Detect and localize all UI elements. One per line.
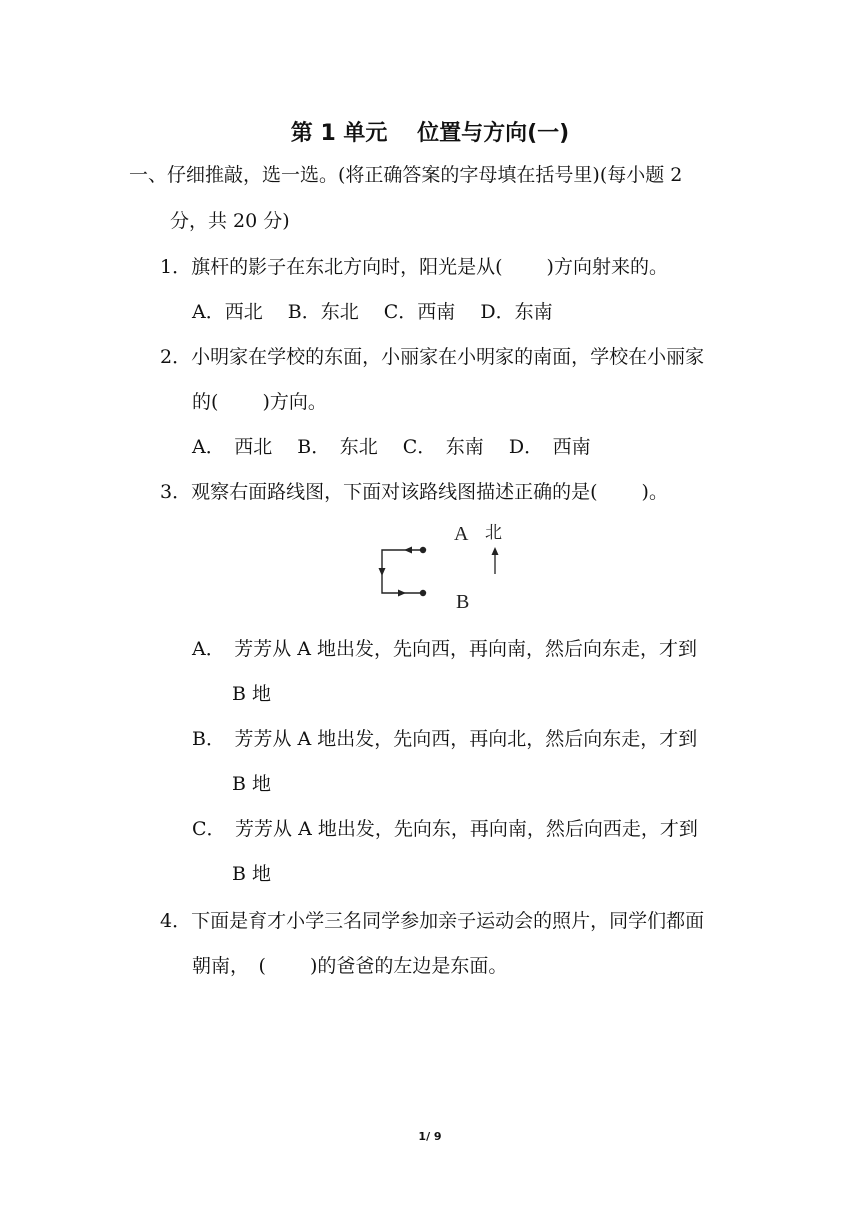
question-1-stem: 1．旗杆的影子在东北方向时，阳光是从( )方向射来的。 — [160, 256, 668, 278]
question-2-stem: 2．小明家在学校的东面，小丽家在小明家的南面，学校在小丽家 — [160, 346, 705, 368]
question-4-stem: 4．下面是育才小学三名同学参加亲子运动会的照片，同学们都面 — [160, 910, 705, 932]
question-1-options: A．西北 B．东北 C．西南 D．东南 — [192, 301, 553, 323]
question-3-stem: 3．观察右面路线图，下面对该路线图描述正确的是( )。 — [160, 481, 668, 503]
section-heading: 一、仔细推敲，选一选。(将正确答案的字母填在括号里)(每小题 2 — [129, 164, 683, 186]
east-arrowhead — [398, 590, 406, 597]
north-arrowhead — [492, 547, 499, 555]
route-path — [382, 550, 423, 593]
label-b: B — [456, 591, 470, 613]
question-2-stem-cont: 的( )方向。 — [192, 391, 327, 413]
option-b-cont: B 地 — [232, 773, 272, 795]
route-diagram — [370, 518, 520, 618]
point-b-dot — [420, 590, 426, 596]
section-heading-cont: 分，共 20 分) — [170, 210, 290, 232]
north-label: 北 — [485, 523, 502, 543]
question-2-options: A． 西北 B． 东北 C． 东南 D． 西南 — [192, 436, 591, 458]
page-number: 1/ 9 — [418, 1130, 442, 1143]
option-b: B． 芳芳从 A 地出发，先向西，再向北，然后向东走，才到 — [192, 728, 698, 750]
page-title: 第 1 单元 位置与方向(一) — [290, 121, 570, 146]
question-4-stem-cont: 朝南， ( )的爸爸的左边是东面。 — [192, 955, 508, 977]
option-a: A． 芳芳从 A 地出发，先向西，再向南，然后向东走，才到 — [192, 638, 698, 660]
option-c: C． 芳芳从 A 地出发，先向东，再向南，然后向西走，才到 — [192, 818, 698, 840]
option-a-cont: B 地 — [232, 683, 272, 705]
label-a: A — [454, 523, 469, 545]
south-arrowhead — [379, 568, 386, 576]
west-arrowhead — [404, 547, 412, 554]
option-c-cont: B 地 — [232, 863, 272, 885]
point-a-dot — [420, 547, 426, 553]
